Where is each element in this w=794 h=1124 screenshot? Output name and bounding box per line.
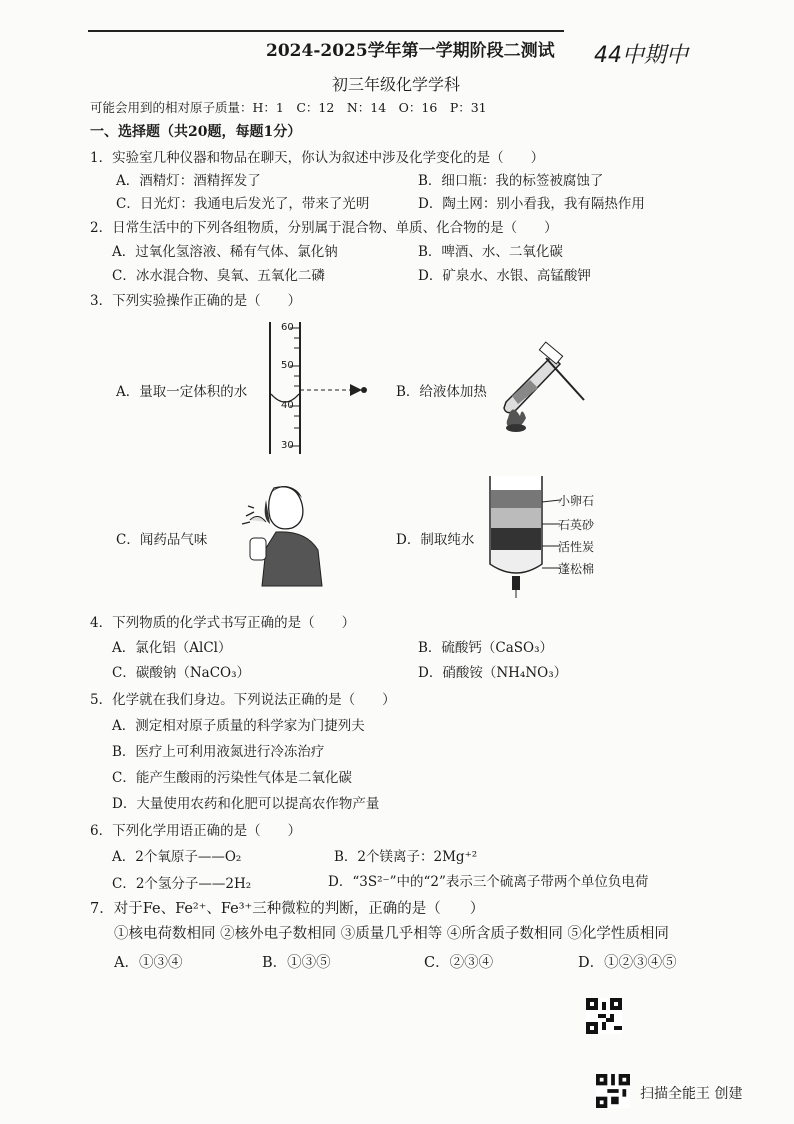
q5-stem: 5．化学就在我们身边。下列说法正确的是（ ） xyxy=(90,692,396,708)
atomic-mass-line: 可能会用到的相对原子质量：H：1 C：12 N：14 O：16 P：31 xyxy=(90,100,487,115)
q1-option-d: D．陶土网：别小看我，我有隔热作用 xyxy=(418,196,645,212)
header-rule xyxy=(88,30,564,32)
q7-option-d: D．①②③④⑤ xyxy=(578,955,677,971)
q7-option-b: B．①③⑤ xyxy=(262,955,331,971)
q5-option-b: B．医疗上可利用液氮进行冷冻治疗 xyxy=(112,744,325,760)
cylinder-tick-30: 30 xyxy=(281,440,294,451)
q5-option-c: C．能产生酸雨的污染性气体是二氧化碳 xyxy=(112,770,352,786)
water-filter-figure xyxy=(486,472,546,602)
q3-option-c: C．闻药品气味 xyxy=(116,532,208,548)
graduated-cylinder-figure xyxy=(262,318,372,458)
q3-stem: 3．下列实验操作正确的是（ ） xyxy=(90,293,302,309)
cylinder-tick-60: 60 xyxy=(281,322,294,333)
filter-label-sand: 石英砂 xyxy=(558,518,595,532)
heating-test-tube-figure xyxy=(494,340,594,435)
q6-option-c: C．2个氢分子——2H₂ xyxy=(112,876,252,892)
q2-option-d: D．矿泉水、水银、高锰酸钾 xyxy=(418,268,591,284)
q7-option-a: A．①③④ xyxy=(114,955,183,971)
q4-option-a: A．氯化铝（AlCl） xyxy=(112,640,232,656)
q4-option-d: D．硝酸铵（NH₄NO₃） xyxy=(418,665,568,681)
filter-label-pebbles: 小卵石 xyxy=(558,494,595,508)
q3-option-b: B．给液体加热 xyxy=(396,384,487,400)
q6-option-a: A．2个氧原子——O₂ xyxy=(112,849,242,865)
q7-stem: 7．对于Fe、Fe²⁺、Fe³⁺三种微粒的判断，正确的是（ ） xyxy=(90,901,485,917)
cylinder-tick-50: 50 xyxy=(281,360,294,371)
q3-option-d: D．制取纯水 xyxy=(396,532,475,548)
exam-subtitle: 初三年级化学学科 xyxy=(332,75,461,94)
q2-option-c: C．冰水混合物、臭氧、五氧化二磷 xyxy=(112,268,325,284)
scanner-qr-icon xyxy=(596,1074,630,1108)
q2-stem: 2．日常生活中的下列各组物质，分别属于混合物、单质、化合物的是（ ） xyxy=(90,220,558,236)
q4-option-c: C．碳酸钠（NaCO₃） xyxy=(112,665,250,681)
q5-option-d: D．大量使用农药和化肥可以提高农作物产量 xyxy=(112,796,380,812)
filter-label-cotton: 蓬松棉 xyxy=(558,562,595,576)
q1-stem: 1．实验室几种仪器和物品在聊天，你认为叙述中涉及化学变化的是（ ） xyxy=(90,150,545,166)
scanner-watermark: 扫描全能王 创建 xyxy=(640,1086,743,1102)
q3-option-a: A．量取一定体积的水 xyxy=(116,384,248,400)
q4-stem: 4．下列物质的化学式书写正确的是（ ） xyxy=(90,615,356,631)
handwritten-note: 44中期中 xyxy=(594,43,688,68)
q1-option-c: C．日光灯：我通电后发光了，带来了光明 xyxy=(116,196,370,212)
q1-option-b: B．细口瓶：我的标签被腐蚀了 xyxy=(418,173,604,189)
qr-code-icon xyxy=(586,998,622,1034)
q4-option-b: B．硫酸钙（CaSO₃） xyxy=(418,640,554,656)
q6-option-d: D．“3S²⁻”中的“2”表示三个硫离子带两个单位负电荷 xyxy=(328,874,649,890)
filter-label-carbon: 活性炭 xyxy=(558,540,595,554)
q6-stem: 6．下列化学用语正确的是（ ） xyxy=(90,823,302,839)
q2-option-b: B．啤酒、水、二氧化碳 xyxy=(418,244,563,260)
q7-statements: ①核电荷数相同 ②核外电子数相同 ③质量几乎相等 ④所含质子数相同 ⑤化学性质相同 xyxy=(114,926,669,942)
q2-option-a: A．过氧化氢溶液、稀有气体、氯化钠 xyxy=(112,244,338,260)
q1-option-a: A．酒精灯：酒精挥发了 xyxy=(116,173,261,189)
section-title: 一、选择题（共20题，每题1分） xyxy=(90,124,302,140)
exam-title: 2024-2025学年第一学期阶段二测试 xyxy=(266,41,555,61)
smelling-person-figure xyxy=(236,478,326,588)
q7-option-c: C．②③④ xyxy=(424,955,494,971)
q6-option-b: B．2个镁离子：2Mg⁺² xyxy=(334,849,478,865)
cylinder-tick-40: 40 xyxy=(281,400,294,411)
q5-option-a: A．测定相对原子质量的科学家为门捷列夫 xyxy=(112,718,365,734)
